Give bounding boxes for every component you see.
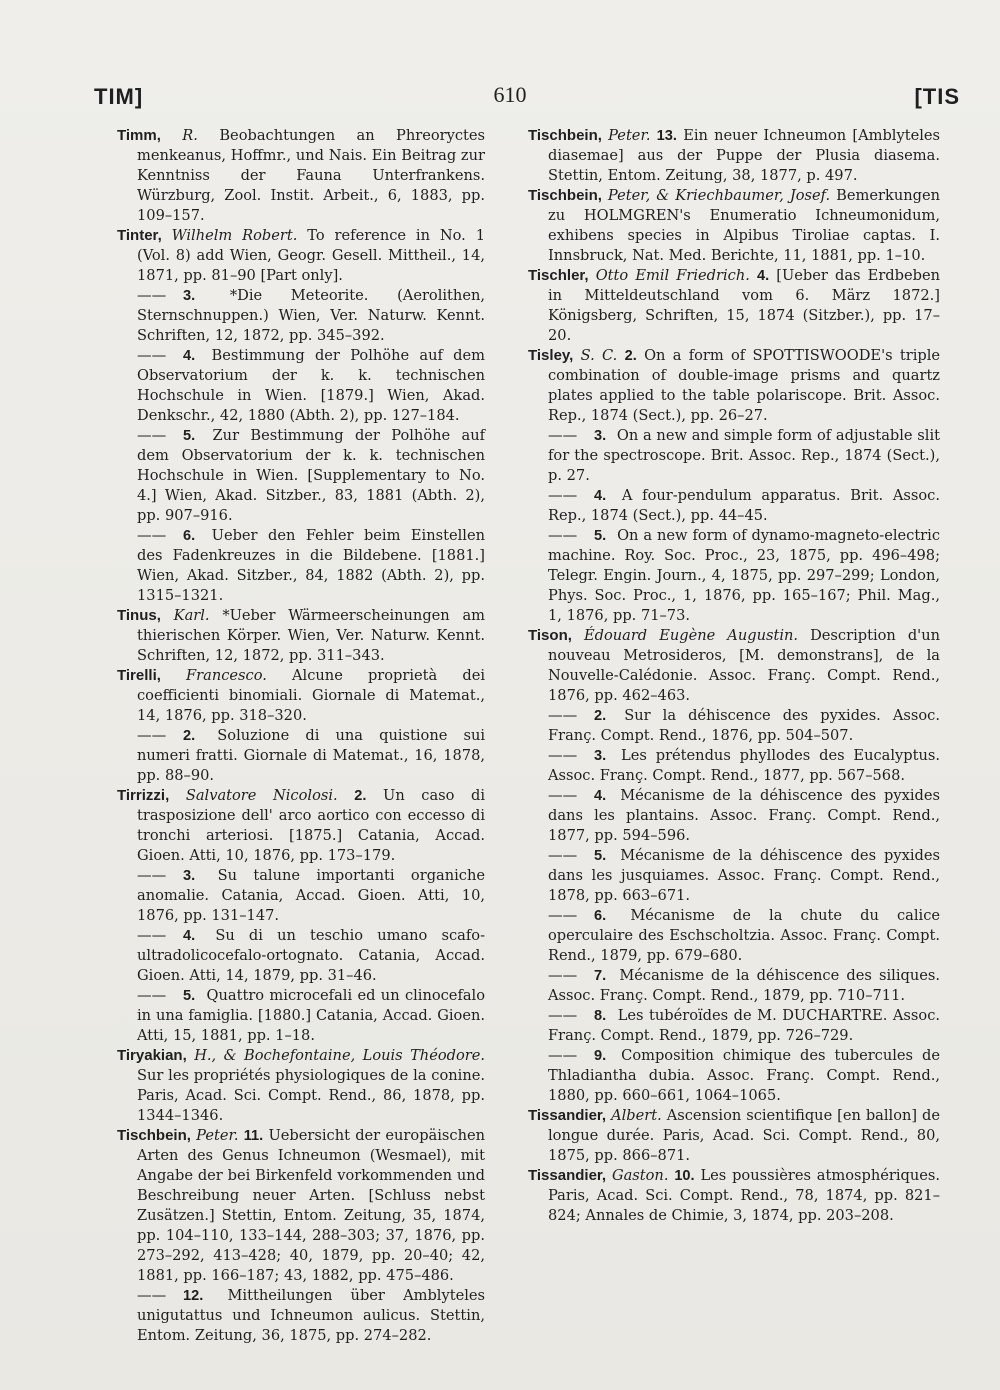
- entry-text: Ascension scientifique [en ballon] de longue durée. Paris, Acad. Sci. Compt. Rend., 80, 1875, pp. 866–871.: [548, 1107, 941, 1164]
- bibliography-entry: [117, 1126, 485, 1286]
- entry-given-name: Karl.: [173, 607, 210, 624]
- ditto-dash: ——: [137, 867, 167, 884]
- ditto-dash: ——: [137, 1287, 167, 1304]
- bibliography-entry: [528, 486, 940, 526]
- entry-text: Bestimmung der Polhöhe auf dem Observatorium der k. k. technischen Hochschule in Wien. [1879.] Wien, Akad. Denkschr., 42, 1880 (Abth. 2), pp. 127–184.: [137, 347, 485, 424]
- bibliography-entry: [528, 1006, 940, 1046]
- bibliography-entry: [528, 426, 940, 486]
- entry-text: Mécanisme de la déhiscence des siliques. Assoc. Franç. Compt. Rend., 1879, pp. 710–711.: [548, 967, 941, 1004]
- entry-number: 6.: [594, 908, 607, 924]
- bibliography-entry: [117, 286, 485, 346]
- entry-given-name: Peter.: [608, 127, 651, 144]
- bibliography-entry: [528, 266, 940, 346]
- entry-author: Tissandier,: [528, 1107, 607, 1124]
- entry-author: Tischbein,: [528, 187, 602, 204]
- entry-given-name: Albert.: [611, 1107, 662, 1124]
- ditto-dash: ——: [137, 527, 167, 544]
- bibliography-entry: [117, 666, 485, 726]
- entry-author: Tissandier,: [528, 1167, 607, 1184]
- entry-given-name: Peter.: [196, 1127, 239, 1144]
- bibliography-entry: [117, 726, 485, 786]
- entry-number: 4.: [594, 488, 607, 504]
- bibliography-entry: [528, 1046, 940, 1106]
- entry-text: Sur la déhiscence des pyxides. Assoc. Franç. Compt. Rend., 1876, pp. 504–507.: [548, 707, 940, 744]
- ditto-dash: ——: [548, 1047, 578, 1064]
- entry-author: Tison,: [528, 627, 572, 644]
- entry-given-name: H., & Bochefontaine, Louis Théodore.: [194, 1047, 486, 1064]
- entry-text: Beobachtungen an Phreoryctes menkeanus, Hoffmr., und Nais. Ein Beitrag zur Kenntniss der Fauna Unterfrankens. Würzburg, Zool. Instit. Arbeit., 6, 1883, pp. 109–157.: [137, 127, 486, 224]
- running-head-left: TIM]: [94, 84, 144, 109]
- entry-text: Su talune importanti organiche anomalie. Catania, Accad. Gioen. Atti, 10, 1876, pp. 131–147.: [137, 867, 486, 924]
- entry-author: Tischbein,: [117, 1127, 191, 1144]
- entry-number: 2.: [594, 708, 607, 724]
- entry-text: Mittheilungen über Amblyteles unigutattus und Ichneumon aulicus. Stettin, Entom. Zeitung, 36, 1875, pp. 274–282.: [137, 1287, 486, 1344]
- ditto-dash: ——: [548, 847, 578, 864]
- ditto-dash: ——: [548, 527, 578, 544]
- entry-number: 4.: [183, 348, 196, 364]
- ditto-dash: ——: [548, 1007, 578, 1024]
- entry-given-name: Francesco.: [186, 667, 267, 684]
- entry-text: Bemerkungen zu HOLMGREN's Enumeratio Ichneumonidum, exhibens species in Alpibus Tiroliae captas. I. Innsbruck, Nat. Med. Berichte, 11, 1881, pp. 1–10.: [548, 187, 941, 264]
- entry-text: On a form of SPOTTISWOODE's triple combination of double-image prisms and quartz plates applied to the table polariscope. Brit. Assoc. Rep., 1874 (Sect.), pp. 26–27.: [548, 347, 941, 424]
- entry-author: Tischler,: [528, 267, 589, 284]
- entry-text: Un caso di trasposizione dell' arco aortico con eccesso di tronchi arteriosi. [1875.] Catania, Accad. Gioen. Atti, 10, 1876, pp. 173–179.: [137, 787, 486, 864]
- entry-given-name: S. C.: [580, 347, 618, 364]
- entry-text: [Ueber das Erdbeben in Mitteldeutschland vom 6. März 1872.] Königsberg, Schriften, 15, 1874 (Sitzber.), pp. 17–20.: [548, 267, 940, 344]
- ditto-dash: ——: [137, 427, 167, 444]
- entry-text: Su di un teschio umano scafo-ultradolicocefalo-ortognato. Catania, Accad. Gioen. Atti, 14, 1879, pp. 31–46.: [137, 927, 485, 984]
- entry-number: 13.: [656, 128, 677, 144]
- bibliography-entry: [117, 226, 485, 286]
- ditto-dash: ——: [548, 967, 578, 984]
- entry-given-name: Édouard Eugène Augustin.: [583, 627, 799, 644]
- entry-author: Tinter,: [117, 227, 162, 244]
- entry-text: Uebersicht der europäischen Arten des Genus Ichneumon (Wesmael), mit Angabe der bei Birkenfeld vorkommenden und Beschreibung neuer Arten. [Schluss nebst Zusätzen.] Stettin, Entom. Zeitung, 35, 1874, pp. 104–110, 133–144, 288–303; 37, 1876, pp. 273–292, 413–428; 40, 1879, pp. 20–40; 42, 1881, pp. 166–187; 43, 1882, pp. 475–486.: [137, 1127, 486, 1284]
- bibliography-entry: [528, 966, 940, 1006]
- entry-number: 9.: [594, 1048, 607, 1064]
- entry-text: Les tubéroïdes de M. DUCHARTRE. Assoc. Franç. Compt. Rend., 1879, pp. 726–729.: [548, 1007, 941, 1044]
- bibliography-entry: [528, 1106, 940, 1166]
- entry-text: Description d'un nouveau Metrosideros, [M. demonstrans], de la Nouvelle-Calédonie. Assoc. Franç. Compt. Rend., 1876, pp. 462–463.: [548, 627, 940, 704]
- left-column: [117, 126, 485, 1346]
- entry-number: 5.: [594, 528, 607, 544]
- entry-text: Mécanisme de la chute du calice operculaire des Eschscholtzia. Assoc. Franç. Compt. Rend., 1879, pp. 679–680.: [548, 907, 941, 964]
- entry-number: 3.: [183, 288, 196, 304]
- entry-number: 3.: [594, 748, 607, 764]
- bibliography-entry: [528, 186, 940, 266]
- ditto-dash: ——: [548, 427, 578, 444]
- entry-text: On a new and simple form of adjustable slit for the spectroscope. Brit. Assoc. Rep., 1874 (Sect.), p. 27.: [548, 427, 940, 484]
- entry-number: 2.: [354, 788, 367, 804]
- entry-number: 10.: [674, 1168, 695, 1184]
- entry-number: 7.: [594, 968, 607, 984]
- entry-text: Les prétendus phyllodes des Eucalyptus. Assoc. Franç. Compt. Rend., 1877, pp. 567–568.: [548, 747, 941, 784]
- bibliography-entry: [117, 1046, 485, 1126]
- bibliography-entry: [528, 706, 940, 746]
- entry-number: 4.: [594, 788, 607, 804]
- ditto-dash: ——: [137, 287, 167, 304]
- bibliography-entry: [117, 926, 485, 986]
- entry-text: Quattro microcefali ed un clinocefalo in una famiglia. [1880.] Catania, Accad. Gioen. Atti, 15, 1881, pp. 1–18.: [137, 987, 486, 1044]
- entry-given-name: Gaston.: [611, 1167, 669, 1184]
- ditto-dash: ——: [548, 787, 578, 804]
- entry-text: Ein neuer Ichneumon [Amblyteles diasemae] aus der Puppe der Plusia diasema. Stettin, Entom. Zeitung, 38, 1877, p. 497.: [548, 127, 941, 184]
- entry-author: Tisley,: [528, 347, 574, 364]
- bibliography-entry: [117, 1286, 485, 1346]
- entry-text: Mécanisme de la déhiscence des pyxides dans les plantains. Assoc. Franç. Compt. Rend., 1877, pp. 594–596.: [548, 787, 941, 844]
- entry-text: Soluzione di una quistione sui numeri fratti. Giornale di Matemat., 16, 1878, pp. 88–90.: [137, 727, 486, 784]
- entry-given-name: Peter, & Kriechbaumer, Josef.: [607, 187, 831, 204]
- entry-number: 5.: [183, 428, 196, 444]
- entry-author: Tiryakian,: [117, 1047, 187, 1064]
- running-head-right: [TIS: [914, 84, 960, 109]
- bibliography-entry: [528, 526, 940, 626]
- ditto-dash: ——: [137, 927, 167, 944]
- entry-text: Alcune proprietà dei coefficienti binomiali. Giornale di Matemat., 14, 1876, pp. 318–320.: [137, 667, 486, 724]
- bibliography-entry: [528, 346, 940, 426]
- entry-number: 8.: [594, 1008, 607, 1024]
- bibliography-entry: [528, 626, 940, 706]
- ditto-dash: ——: [137, 987, 167, 1004]
- bibliography-entry: [117, 866, 485, 926]
- entry-given-name: Wilhelm Robert.: [171, 227, 298, 244]
- entry-text: Zur Bestimmung der Polhöhe auf dem Observatorium der k. k. technischen Hochschule in Wien. [Supplementary to No. 4.] Wien, Akad. Sitzber., 83, 1881 (Abth. 2), pp. 907–916.: [137, 427, 485, 524]
- bibliography-entry: [528, 746, 940, 786]
- entry-text: On a new form of dynamo-magneto-electric machine. Roy. Soc. Proc., 23, 1875, pp. 496–498; Telegr. Engin. Journ., 4, 1875, pp. 297–299; London, Phys. Soc. Proc., 1, 1876, pp. 165–167; Phil. Mag., 1, 1876, pp. 71–73.: [548, 527, 940, 624]
- entry-number: 4.: [757, 268, 770, 284]
- ditto-dash: ——: [548, 707, 578, 724]
- entry-text: Composition chimique des tubercules de Thladiantha dubia. Assoc. Franç. Compt. Rend., 1880, pp. 660–661, 1064–1065.: [548, 1047, 940, 1104]
- bibliography-entry: [117, 606, 485, 666]
- entry-given-name: R.: [182, 127, 198, 144]
- bibliography-entry: [117, 526, 485, 606]
- bibliography-entry: [528, 786, 940, 846]
- page-header: [0, 78, 1000, 114]
- entry-author: Tirelli,: [117, 667, 161, 684]
- entry-text: Sur les propriétés physiologiques de la conine. Paris, Acad. Sci. Compt. Rend., 86, 1878, pp. 1344–1346.: [137, 1067, 485, 1124]
- entry-text: To reference in No. 1 (Vol. 8) add Wien, Geogr. Gesell. Mittheil., 14, 1871, pp. 81–90 [Part only].: [137, 227, 485, 284]
- bibliography-entry: [117, 986, 485, 1046]
- entry-text: Ueber den Fehler beim Einstellen des Fadenkreuzes in die Bildebene. [1881.] Wien, Akad. Sitzber., 84, 1882 (Abth. 2), pp. 1315–1321.: [137, 527, 485, 604]
- ditto-dash: ——: [548, 747, 578, 764]
- bibliography-entry: [117, 786, 485, 866]
- entry-text: *Die Meteorite. (Aerolithen, Sternschnuppen.) Wien, Ver. Naturw. Kennt. Schriften, 12, 1872, pp. 345–392.: [137, 287, 485, 344]
- ditto-dash: ——: [548, 907, 578, 924]
- bibliography-entry: [528, 846, 940, 906]
- entry-number: 5.: [594, 848, 607, 864]
- entry-number: 5.: [183, 988, 196, 1004]
- bibliography-entry: [528, 906, 940, 966]
- entry-author: Tinus,: [117, 607, 161, 624]
- bibliography-entry: [117, 126, 485, 226]
- entry-given-name: Salvatore Nicolosi.: [185, 787, 338, 804]
- entry-text: Mécanisme de la déhiscence des pyxides dans les jusquiames. Assoc. Franç. Compt. Rend., 1878, pp. 663–671.: [548, 847, 941, 904]
- entry-author: Timm,: [117, 127, 161, 144]
- bibliography-entry: [117, 346, 485, 426]
- entry-number: 12.: [183, 1288, 204, 1304]
- entry-text: Les poussières atmosphériques. Paris, Acad. Sci. Compt. Rend., 78, 1874, pp. 821–824; Annales de Chimie, 3, 1874, pp. 203–208.: [548, 1167, 941, 1224]
- ditto-dash: ——: [137, 727, 167, 744]
- ditto-dash: ——: [137, 347, 167, 364]
- ditto-dash: ——: [548, 487, 578, 504]
- page-number: 610: [493, 82, 527, 107]
- entry-number: 2.: [624, 348, 637, 364]
- entry-number: 11.: [243, 1128, 264, 1144]
- entry-number: 3.: [594, 428, 607, 444]
- entry-text: A four-pendulum apparatus. Brit. Assoc. Rep., 1874 (Sect.), pp. 44–45.: [548, 487, 940, 524]
- entry-given-name: Otto Emil Friedrich.: [595, 267, 750, 284]
- entry-text: *Ueber Wärmeerscheinungen am thierischen Körper. Wien, Ver. Naturw. Kennt. Schriften, 12, 1872, pp. 311–343.: [137, 607, 486, 664]
- bibliography-entry: [117, 426, 485, 526]
- bibliography-entry: [528, 1166, 940, 1226]
- entry-author: Tirrizzi,: [117, 787, 170, 804]
- entry-number: 2.: [183, 728, 196, 744]
- entry-author: Tischbein,: [528, 127, 602, 144]
- entry-number: 4.: [183, 928, 196, 944]
- entry-number: 3.: [183, 868, 196, 884]
- right-column: [528, 126, 940, 1226]
- entry-number: 6.: [183, 528, 196, 544]
- bibliography-entry: [528, 126, 940, 186]
